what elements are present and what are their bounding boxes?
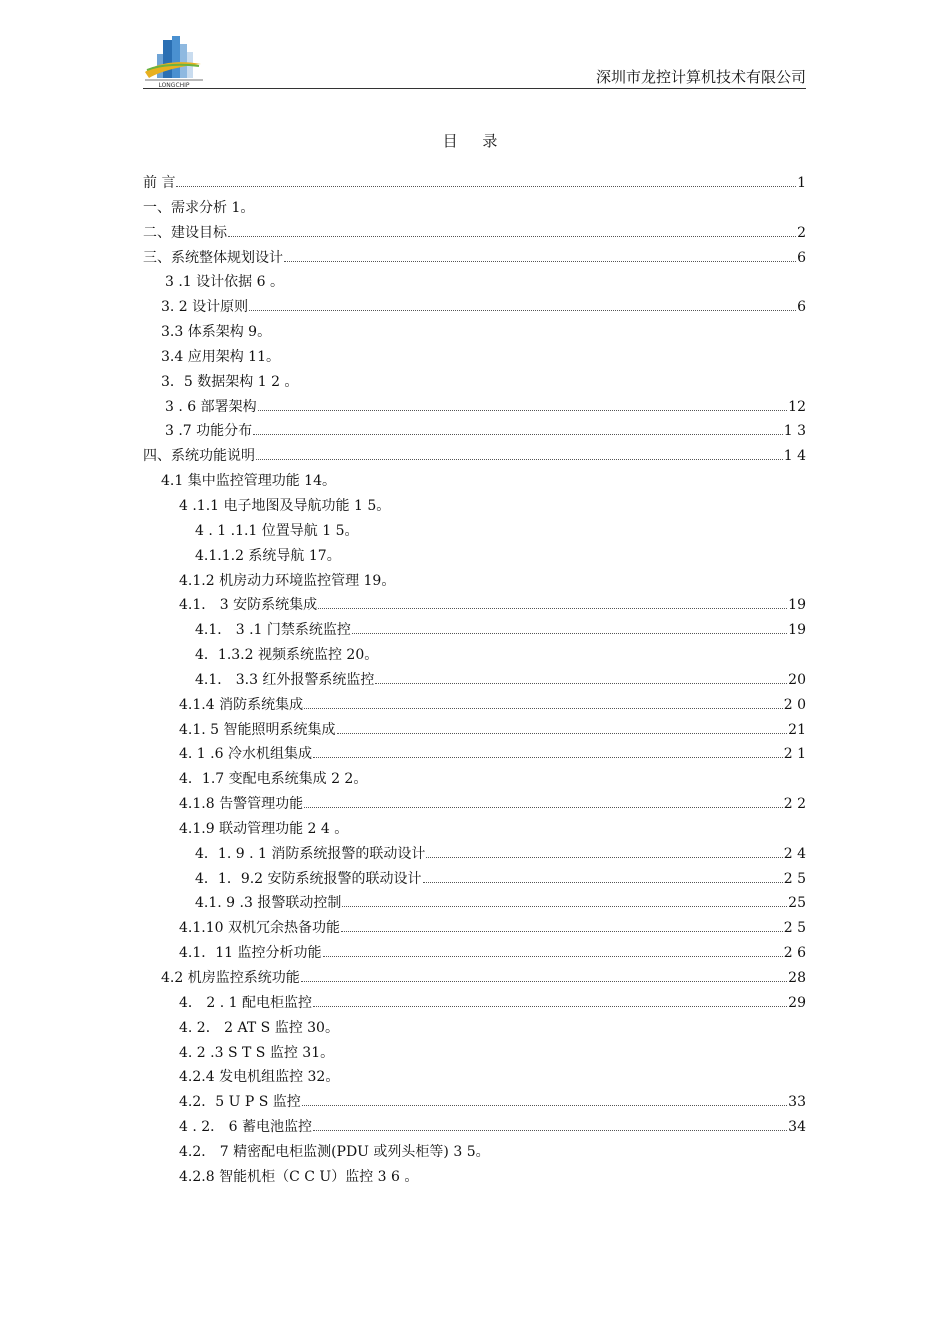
toc-entry-title: 3 .1 设计依据 6 ｡ xyxy=(165,274,277,291)
toc-title: 目 录 xyxy=(442,132,508,150)
toc-entry[interactable] xyxy=(143,222,806,247)
toc-entry-title: 三、系统整体规划设计 xyxy=(143,249,283,266)
toc-leader-dots xyxy=(176,186,796,187)
toc-entry[interactable] xyxy=(143,868,806,893)
toc-leader-dots xyxy=(375,683,787,684)
toc-entry-title: 4．1．9.2 安防系统报警的联动设计 xyxy=(195,870,422,887)
toc-entry[interactable] xyxy=(143,644,806,669)
toc-leader-dots xyxy=(423,882,783,883)
toc-page-number: 2 0 xyxy=(783,696,806,713)
toc-leader-dots xyxy=(249,310,796,311)
toc-leader-dots xyxy=(341,931,783,932)
company-name: 深圳市龙控计算机技术有限公司 xyxy=(595,68,806,86)
toc-page-number: 6 xyxy=(797,249,806,266)
toc-leader-dots xyxy=(337,733,788,734)
toc-entry[interactable] xyxy=(143,420,806,445)
toc-entry-title: 4.1.2 机房动力环境监控管理 19｡ xyxy=(179,572,389,589)
toc-entry-title: 4.1．11 监控分析功能 xyxy=(179,945,322,962)
toc-entry-title: 二、建设目标 xyxy=(143,224,227,241)
toc-entry-title: 4.1． 3 安防系统集成 xyxy=(179,597,318,614)
toc-leader-dots xyxy=(342,906,787,907)
toc-entry[interactable] xyxy=(143,1091,806,1116)
toc-entry-title: 4. 1 .6 冷水机组集成 xyxy=(179,746,312,763)
toc-entry-title: 4.1.8 告警管理功能 xyxy=(179,796,304,813)
building-logo-icon xyxy=(143,34,205,90)
toc-entry-title: 3．5 数据架构 1 2 ｡ xyxy=(161,373,292,390)
toc-entry[interactable] xyxy=(143,818,806,843)
toc-page-number: 28 xyxy=(788,970,806,986)
toc-page-number: 6 xyxy=(797,299,806,316)
toc-entry[interactable] xyxy=(143,669,806,694)
toc-entry-title: 4.1． 3 .1 门禁系统监控 xyxy=(195,622,351,639)
toc-entry-title: 4.1.4 消防系统集成 xyxy=(179,696,304,713)
toc-entry[interactable] xyxy=(143,445,806,470)
toc-entry[interactable] xyxy=(143,719,806,744)
toc-leader-dots xyxy=(323,956,783,957)
toc-leader-dots xyxy=(352,633,787,634)
toc-entry[interactable] xyxy=(143,520,806,545)
toc-entry-title: 一、需求分析 1｡ xyxy=(143,199,248,216)
toc-entry-title: 4.1. 9 .3 报警联动控制 xyxy=(195,895,342,912)
toc-entry-title: 4.2 机房监控系统功能 xyxy=(161,970,300,986)
toc-entry[interactable] xyxy=(143,495,806,520)
toc-page-number: 2 5 xyxy=(783,870,806,887)
toc-page-number: 2 5 xyxy=(783,920,806,937)
toc-leader-dots xyxy=(313,1006,787,1007)
toc-entry[interactable] xyxy=(143,545,806,570)
toc-entry[interactable] xyxy=(143,793,806,818)
toc-entry-title: 4.1.9 联动管理功能 2 4 ｡ xyxy=(179,820,342,837)
toc-page-number: 19 xyxy=(788,597,806,614)
toc-leader-dots xyxy=(253,434,783,435)
toc-leader-dots xyxy=(313,757,783,758)
toc-page-number: 20 xyxy=(788,671,806,688)
toc-leader-dots xyxy=(301,981,787,982)
toc-entry[interactable] xyxy=(143,396,806,421)
toc-entry-title: 四、系统功能说明 xyxy=(143,448,255,465)
toc-entry-title: 4.1． 3.3 红外报警系统监控 xyxy=(195,671,375,688)
toc-page-number: 2 1 xyxy=(783,746,806,763)
toc-entry-title: 4.1. 5 智能照明系统集成 xyxy=(179,721,336,738)
toc-entry-title: 3 . 6 部署架构 xyxy=(165,398,257,415)
toc-page-number: 29 xyxy=(788,994,806,1011)
toc-entry-title: 4.1.10 双机冗余热备功能 xyxy=(179,920,340,937)
toc-entry-title: 3.3 体系架构 9｡ xyxy=(161,324,265,341)
logo-text: LONGCHIP xyxy=(158,82,190,89)
toc-entry[interactable] xyxy=(143,594,806,619)
toc-entry-title: 3. 2 设计原则 xyxy=(161,299,249,316)
toc-page-number: 12 xyxy=(788,398,806,415)
toc-entry-title: 3.4 应用架构 11｡ xyxy=(161,348,273,365)
toc-leader-dots xyxy=(258,410,788,411)
toc-leader-dots xyxy=(284,261,796,262)
toc-entry[interactable] xyxy=(143,1066,806,1091)
toc-entry[interactable] xyxy=(143,1166,806,1191)
toc-entry[interactable] xyxy=(143,892,806,917)
toc-page-number: 2 4 xyxy=(783,845,806,862)
toc-entry-title: 3 .7 功能分布 xyxy=(165,423,253,440)
toc-leader-dots xyxy=(304,708,783,709)
toc-page-number: 25 xyxy=(788,895,806,912)
toc-entry-title: 4．1. 9 . 1 消防系统报警的联动设计 xyxy=(195,845,426,862)
toc-entry[interactable] xyxy=(143,1141,806,1166)
toc-entry-title: 4.2．5 U P S 监控 xyxy=(179,1094,301,1111)
toc-entry[interactable] xyxy=(143,917,806,942)
toc-page-number: 2 2 xyxy=(783,796,806,813)
toc-leader-dots xyxy=(304,807,783,808)
toc-entry-title: 4.2． 7 精密配电柜监测(PDU 或列头柜等) 3 5｡ xyxy=(179,1143,483,1160)
toc-page-number: 2 xyxy=(797,224,806,241)
company-logo xyxy=(143,34,205,90)
toc-entry-title: 4.2.8 智能机柜（C C U）监控 3 6 ｡ xyxy=(179,1168,412,1185)
toc-page-number: 34 xyxy=(788,1119,806,1136)
toc-entry-title: 4. 2 .3 S T S 监控 31｡ xyxy=(179,1044,328,1061)
toc-entry[interactable] xyxy=(143,346,806,371)
header-divider xyxy=(143,88,806,89)
toc-entry-title: 4.2.4 发电机组监控 32｡ xyxy=(179,1069,333,1086)
toc-page-number: 1 4 xyxy=(783,448,806,465)
toc-entry[interactable] xyxy=(143,1042,806,1067)
toc-entry-title: 4 . 1 .1.1 位置导航 1 5｡ xyxy=(195,522,352,539)
toc-entry[interactable] xyxy=(143,843,806,868)
toc-entry[interactable] xyxy=(143,172,806,197)
toc-page-number: 33 xyxy=(788,1094,806,1111)
toc-entry[interactable] xyxy=(143,321,806,346)
toc-entry[interactable] xyxy=(143,619,806,644)
toc-entry[interactable] xyxy=(143,570,806,595)
toc-entry[interactable] xyxy=(143,271,806,296)
toc-page-number: 1 xyxy=(797,175,806,191)
toc-entry-title: 4 .1.1 电子地图及导航功能 1 5｡ xyxy=(179,497,384,514)
toc-entry[interactable] xyxy=(143,743,806,768)
toc-page-number: 21 xyxy=(788,721,806,738)
toc-leader-dots xyxy=(426,857,782,858)
toc-leader-dots xyxy=(313,1130,787,1131)
toc-page-number: 19 xyxy=(788,622,806,639)
toc-entry-title: 4． 2 . 1 配电柜监控 xyxy=(179,994,312,1011)
toc-entry-title: 4．1.7 变配电系统集成 2 2｡ xyxy=(179,771,361,788)
toc-entry[interactable] xyxy=(143,1116,806,1141)
toc-leader-dots xyxy=(228,236,796,237)
toc-entry[interactable] xyxy=(143,197,806,222)
toc-entry-title: 前 言 xyxy=(143,175,176,191)
table-of-contents xyxy=(143,172,806,1191)
toc-entry[interactable] xyxy=(143,694,806,719)
toc-page-number: 2 6 xyxy=(783,945,806,962)
toc-page-number: 1 3 xyxy=(783,423,806,440)
toc-entry-title: 4. 2． 2 AT S 监控 30｡ xyxy=(179,1019,332,1036)
toc-leader-dots xyxy=(318,608,787,609)
toc-entry[interactable] xyxy=(143,967,806,992)
toc-leader-dots xyxy=(256,459,783,460)
toc-leader-dots xyxy=(302,1105,787,1106)
toc-entry[interactable] xyxy=(143,768,806,793)
toc-entry-title: 4.1.1.2 系统导航 17｡ xyxy=(195,547,334,564)
toc-entry[interactable] xyxy=(143,992,806,1017)
toc-entry[interactable] xyxy=(143,470,806,495)
toc-entry-title: 4．1.3.2 视频系统监控 20｡ xyxy=(195,647,372,664)
toc-entry-title: 4 . 2． 6 蓄电池监控 xyxy=(179,1119,312,1136)
toc-entry[interactable] xyxy=(143,247,806,272)
toc-entry[interactable] xyxy=(143,371,806,396)
toc-entry[interactable] xyxy=(143,942,806,967)
toc-entry[interactable] xyxy=(143,296,806,321)
toc-entry[interactable] xyxy=(143,1017,806,1042)
toc-entry-title: 4.1 集中监控管理功能 14｡ xyxy=(161,473,329,490)
